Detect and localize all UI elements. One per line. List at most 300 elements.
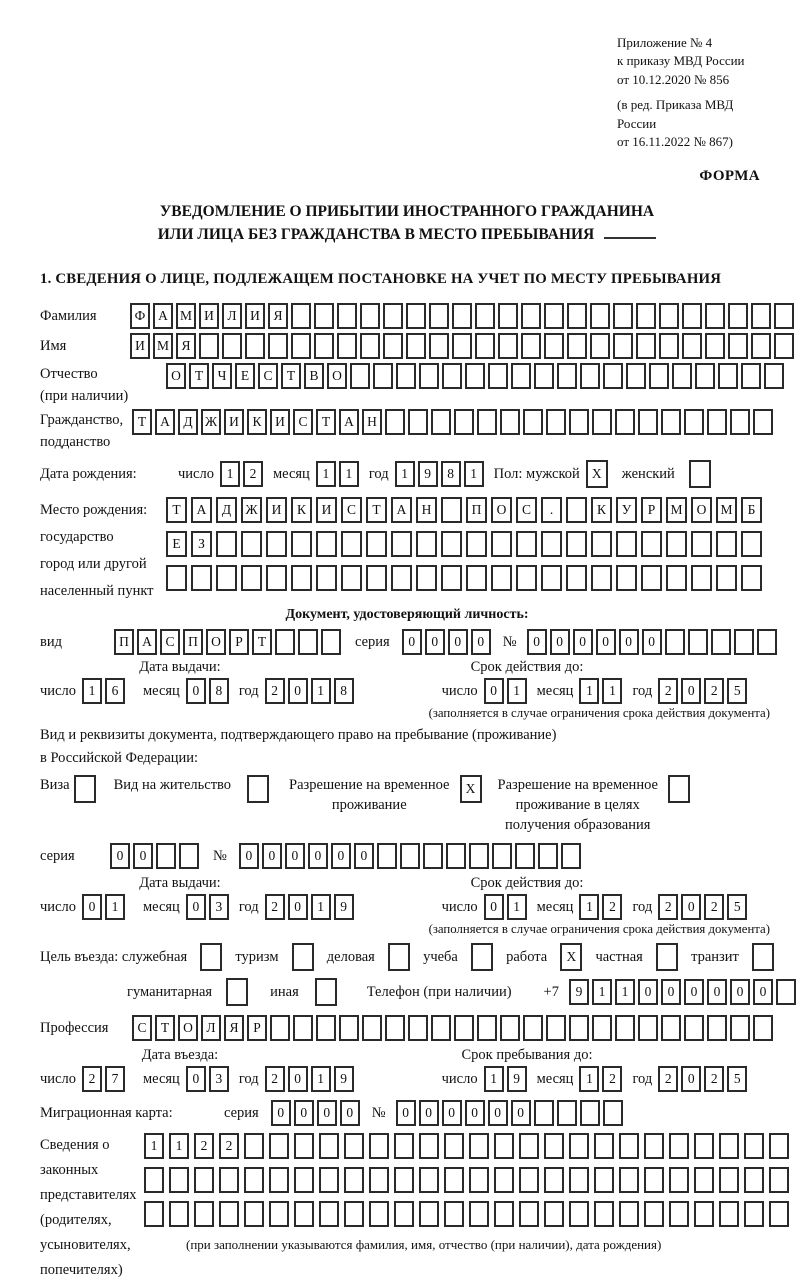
char-cell[interactable]	[293, 1015, 313, 1041]
char-cell[interactable]: 9	[507, 1066, 527, 1092]
char-cell[interactable]	[498, 303, 518, 329]
char-cell[interactable]: О	[491, 497, 512, 523]
char-cell[interactable]	[423, 843, 443, 869]
char-cell[interactable]	[394, 1133, 414, 1159]
char-cell[interactable]	[465, 363, 485, 389]
char-cell[interactable]	[360, 333, 380, 359]
char-cell[interactable]	[682, 303, 702, 329]
char-cell[interactable]	[369, 1167, 389, 1193]
char-cell[interactable]: 1	[395, 461, 415, 487]
char-cell[interactable]	[429, 303, 449, 329]
char-cell[interactable]	[319, 1133, 339, 1159]
char-cell[interactable]	[659, 333, 679, 359]
char-cell[interactable]	[544, 1167, 564, 1193]
char-cell[interactable]	[416, 531, 437, 557]
char-cell[interactable]: 0	[271, 1100, 291, 1126]
char-cell[interactable]: 1	[311, 1066, 331, 1092]
char-cell[interactable]: М	[716, 497, 737, 523]
char-cell[interactable]: X	[586, 460, 608, 488]
char-cell[interactable]	[666, 565, 687, 591]
char-cell[interactable]	[534, 363, 554, 389]
char-cell[interactable]	[641, 531, 662, 557]
char-cell[interactable]: 1	[615, 979, 635, 1005]
char-cell[interactable]	[491, 531, 512, 557]
char-cell[interactable]: Т	[366, 497, 387, 523]
char-cell[interactable]	[219, 1167, 239, 1193]
char-cell[interactable]	[566, 565, 587, 591]
char-cell[interactable]	[544, 1133, 564, 1159]
char-cell[interactable]	[247, 775, 269, 803]
char-cell[interactable]	[269, 1201, 289, 1227]
char-cell[interactable]	[498, 333, 518, 359]
char-cell[interactable]	[615, 1015, 635, 1041]
char-cell[interactable]: 0	[550, 629, 570, 655]
char-cell[interactable]: Р	[641, 497, 662, 523]
char-cell[interactable]	[429, 333, 449, 359]
char-cell[interactable]	[544, 333, 564, 359]
char-cell[interactable]	[344, 1201, 364, 1227]
char-cell[interactable]	[216, 531, 237, 557]
char-cell[interactable]: 0	[425, 629, 445, 655]
char-cell[interactable]	[244, 1167, 264, 1193]
char-cell[interactable]	[431, 1015, 451, 1041]
char-cell[interactable]	[669, 1133, 689, 1159]
char-cell[interactable]	[515, 843, 535, 869]
char-cell[interactable]	[431, 409, 451, 435]
char-cell[interactable]: 2	[82, 1066, 102, 1092]
char-cell[interactable]	[241, 565, 262, 591]
char-cell[interactable]: 1	[339, 461, 359, 487]
char-cell[interactable]	[638, 409, 658, 435]
char-cell[interactable]	[191, 565, 212, 591]
char-cell[interactable]: 7	[105, 1066, 125, 1092]
char-cell[interactable]	[369, 1133, 389, 1159]
char-cell[interactable]	[219, 1201, 239, 1227]
char-cell[interactable]	[166, 565, 187, 591]
char-cell[interactable]	[776, 979, 796, 1005]
char-cell[interactable]: Я	[176, 333, 196, 359]
char-cell[interactable]	[419, 1167, 439, 1193]
char-cell[interactable]: А	[155, 409, 175, 435]
char-cell[interactable]	[741, 565, 762, 591]
char-cell[interactable]	[521, 303, 541, 329]
char-cell[interactable]: 0	[133, 843, 153, 869]
char-cell[interactable]: 0	[186, 1066, 206, 1092]
char-cell[interactable]	[291, 531, 312, 557]
char-cell[interactable]: 1	[144, 1133, 164, 1159]
char-cell[interactable]	[362, 1015, 382, 1041]
char-cell[interactable]	[291, 303, 311, 329]
char-cell[interactable]: З	[191, 531, 212, 557]
char-cell[interactable]	[341, 565, 362, 591]
char-cell[interactable]: 0	[707, 979, 727, 1005]
char-cell[interactable]: X	[560, 943, 582, 971]
char-cell[interactable]	[661, 1015, 681, 1041]
char-cell[interactable]	[644, 1201, 664, 1227]
char-cell[interactable]	[592, 1015, 612, 1041]
char-cell[interactable]	[774, 333, 794, 359]
char-cell[interactable]	[544, 1201, 564, 1227]
char-cell[interactable]	[244, 1201, 264, 1227]
char-cell[interactable]	[200, 943, 222, 971]
char-cell[interactable]	[266, 565, 287, 591]
char-cell[interactable]: Н	[362, 409, 382, 435]
char-cell[interactable]	[613, 303, 633, 329]
char-cell[interactable]	[544, 303, 564, 329]
char-cell[interactable]: О	[327, 363, 347, 389]
char-cell[interactable]	[546, 1015, 566, 1041]
char-cell[interactable]: 1	[169, 1133, 189, 1159]
char-cell[interactable]	[705, 333, 725, 359]
char-cell[interactable]	[74, 775, 96, 803]
char-cell[interactable]	[594, 1167, 614, 1193]
char-cell[interactable]	[744, 1201, 764, 1227]
char-cell[interactable]	[469, 1201, 489, 1227]
char-cell[interactable]: О	[691, 497, 712, 523]
char-cell[interactable]	[491, 565, 512, 591]
char-cell[interactable]: 2	[243, 461, 263, 487]
char-cell[interactable]	[388, 943, 410, 971]
char-cell[interactable]: Т	[132, 409, 152, 435]
char-cell[interactable]: 9	[334, 1066, 354, 1092]
char-cell[interactable]	[294, 1201, 314, 1227]
char-cell[interactable]	[711, 629, 731, 655]
char-cell[interactable]: .	[541, 497, 562, 523]
char-cell[interactable]: Н	[416, 497, 437, 523]
char-cell[interactable]: 5	[727, 678, 747, 704]
char-cell[interactable]: 0	[442, 1100, 462, 1126]
char-cell[interactable]	[291, 333, 311, 359]
char-cell[interactable]	[753, 409, 773, 435]
char-cell[interactable]	[566, 497, 587, 523]
char-cell[interactable]	[344, 1167, 364, 1193]
char-cell[interactable]: 2	[658, 1066, 678, 1092]
char-cell[interactable]: А	[137, 629, 157, 655]
char-cell[interactable]	[636, 303, 656, 329]
char-cell[interactable]: 0	[396, 1100, 416, 1126]
char-cell[interactable]	[366, 531, 387, 557]
char-cell[interactable]	[769, 1133, 789, 1159]
char-cell[interactable]	[705, 303, 725, 329]
char-cell[interactable]: 0	[317, 1100, 337, 1126]
char-cell[interactable]: Я	[268, 303, 288, 329]
char-cell[interactable]: 0	[661, 979, 681, 1005]
char-cell[interactable]	[668, 775, 690, 803]
char-cell[interactable]	[557, 363, 577, 389]
char-cell[interactable]: 1	[316, 461, 336, 487]
char-cell[interactable]: Т	[281, 363, 301, 389]
char-cell[interactable]	[616, 565, 637, 591]
char-cell[interactable]: 1	[579, 894, 599, 920]
char-cell[interactable]	[471, 943, 493, 971]
char-cell[interactable]	[337, 333, 357, 359]
char-cell[interactable]	[641, 565, 662, 591]
char-cell[interactable]: С	[132, 1015, 152, 1041]
char-cell[interactable]: 0	[288, 1066, 308, 1092]
char-cell[interactable]	[567, 303, 587, 329]
char-cell[interactable]: 0	[402, 629, 422, 655]
char-cell[interactable]: 2	[219, 1133, 239, 1159]
char-cell[interactable]	[669, 1201, 689, 1227]
char-cell[interactable]	[314, 333, 334, 359]
char-cell[interactable]: 0	[419, 1100, 439, 1126]
char-cell[interactable]: 0	[331, 843, 351, 869]
char-cell[interactable]	[226, 978, 248, 1006]
char-cell[interactable]	[569, 1015, 589, 1041]
char-cell[interactable]	[406, 303, 426, 329]
char-cell[interactable]	[394, 1167, 414, 1193]
char-cell[interactable]	[752, 943, 774, 971]
char-cell[interactable]	[619, 1167, 639, 1193]
char-cell[interactable]: 0	[684, 979, 704, 1005]
char-cell[interactable]: 2	[265, 1066, 285, 1092]
char-cell[interactable]	[373, 363, 393, 389]
char-cell[interactable]	[569, 1201, 589, 1227]
char-cell[interactable]	[716, 565, 737, 591]
char-cell[interactable]	[764, 363, 784, 389]
char-cell[interactable]	[469, 843, 489, 869]
char-cell[interactable]	[615, 409, 635, 435]
char-cell[interactable]	[516, 565, 537, 591]
char-cell[interactable]: Ч	[212, 363, 232, 389]
char-cell[interactable]	[500, 409, 520, 435]
char-cell[interactable]	[469, 1167, 489, 1193]
char-cell[interactable]	[744, 1167, 764, 1193]
char-cell[interactable]	[216, 565, 237, 591]
char-cell[interactable]: К	[591, 497, 612, 523]
char-cell[interactable]: 0	[573, 629, 593, 655]
char-cell[interactable]: 0	[619, 629, 639, 655]
char-cell[interactable]	[769, 1201, 789, 1227]
char-cell[interactable]	[298, 629, 318, 655]
char-cell[interactable]: О	[178, 1015, 198, 1041]
char-cell[interactable]	[441, 565, 462, 591]
char-cell[interactable]: К	[291, 497, 312, 523]
char-cell[interactable]	[695, 363, 715, 389]
char-cell[interactable]: Д	[216, 497, 237, 523]
char-cell[interactable]	[408, 1015, 428, 1041]
char-cell[interactable]	[245, 333, 265, 359]
char-cell[interactable]	[569, 1133, 589, 1159]
char-cell[interactable]	[644, 1167, 664, 1193]
char-cell[interactable]	[385, 1015, 405, 1041]
char-cell[interactable]	[521, 333, 541, 359]
char-cell[interactable]	[419, 363, 439, 389]
char-cell[interactable]: 1	[105, 894, 125, 920]
char-cell[interactable]	[719, 1167, 739, 1193]
char-cell[interactable]	[222, 333, 242, 359]
char-cell[interactable]	[644, 1133, 664, 1159]
char-cell[interactable]: 2	[704, 678, 724, 704]
char-cell[interactable]: И	[316, 497, 337, 523]
char-cell[interactable]	[391, 531, 412, 557]
char-cell[interactable]: 0	[471, 629, 491, 655]
char-cell[interactable]	[734, 629, 754, 655]
char-cell[interactable]: 2	[704, 894, 724, 920]
char-cell[interactable]	[319, 1201, 339, 1227]
char-cell[interactable]	[269, 1167, 289, 1193]
char-cell[interactable]	[269, 1133, 289, 1159]
char-cell[interactable]	[294, 1167, 314, 1193]
char-cell[interactable]: И	[199, 303, 219, 329]
char-cell[interactable]	[694, 1201, 714, 1227]
char-cell[interactable]	[566, 531, 587, 557]
char-cell[interactable]: 0	[285, 843, 305, 869]
char-cell[interactable]	[649, 363, 669, 389]
char-cell[interactable]	[619, 1201, 639, 1227]
char-cell[interactable]: Ж	[241, 497, 262, 523]
char-cell[interactable]	[689, 460, 711, 488]
char-cell[interactable]	[169, 1167, 189, 1193]
char-cell[interactable]: П	[114, 629, 134, 655]
char-cell[interactable]	[669, 1167, 689, 1193]
char-cell[interactable]: С	[160, 629, 180, 655]
char-cell[interactable]	[366, 565, 387, 591]
char-cell[interactable]: С	[258, 363, 278, 389]
char-cell[interactable]: Л	[201, 1015, 221, 1041]
char-cell[interactable]	[616, 531, 637, 557]
char-cell[interactable]	[337, 303, 357, 329]
char-cell[interactable]: 0	[642, 629, 662, 655]
char-cell[interactable]: 0	[239, 843, 259, 869]
char-cell[interactable]	[691, 531, 712, 557]
char-cell[interactable]	[567, 333, 587, 359]
char-cell[interactable]	[341, 531, 362, 557]
char-cell[interactable]: Л	[222, 303, 242, 329]
char-cell[interactable]: 1	[579, 1066, 599, 1092]
char-cell[interactable]: 6	[105, 678, 125, 704]
char-cell[interactable]	[592, 409, 612, 435]
char-cell[interactable]	[603, 1100, 623, 1126]
char-cell[interactable]: 1	[484, 1066, 504, 1092]
char-cell[interactable]	[494, 1167, 514, 1193]
char-cell[interactable]: А	[153, 303, 173, 329]
char-cell[interactable]	[344, 1133, 364, 1159]
char-cell[interactable]	[391, 565, 412, 591]
char-cell[interactable]	[377, 843, 397, 869]
char-cell[interactable]	[519, 1133, 539, 1159]
char-cell[interactable]	[728, 303, 748, 329]
char-cell[interactable]	[741, 363, 761, 389]
char-cell[interactable]: 0	[288, 894, 308, 920]
char-cell[interactable]: 0	[340, 1100, 360, 1126]
char-cell[interactable]: 0	[294, 1100, 314, 1126]
char-cell[interactable]	[718, 363, 738, 389]
char-cell[interactable]: 0	[308, 843, 328, 869]
char-cell[interactable]	[569, 1167, 589, 1193]
char-cell[interactable]: И	[130, 333, 150, 359]
char-cell[interactable]	[591, 565, 612, 591]
char-cell[interactable]	[682, 333, 702, 359]
char-cell[interactable]: С	[293, 409, 313, 435]
char-cell[interactable]	[719, 1201, 739, 1227]
char-cell[interactable]	[561, 843, 581, 869]
char-cell[interactable]	[613, 333, 633, 359]
char-cell[interactable]: И	[245, 303, 265, 329]
char-cell[interactable]	[753, 1015, 773, 1041]
char-cell[interactable]	[291, 565, 312, 591]
char-cell[interactable]	[546, 409, 566, 435]
char-cell[interactable]	[266, 531, 287, 557]
char-cell[interactable]	[194, 1167, 214, 1193]
char-cell[interactable]	[406, 333, 426, 359]
char-cell[interactable]: 9	[418, 461, 438, 487]
char-cell[interactable]: 1	[311, 678, 331, 704]
char-cell[interactable]: 0	[681, 1066, 701, 1092]
char-cell[interactable]	[603, 363, 623, 389]
char-cell[interactable]	[638, 1015, 658, 1041]
char-cell[interactable]	[488, 363, 508, 389]
char-cell[interactable]	[144, 1167, 164, 1193]
char-cell[interactable]	[350, 363, 370, 389]
char-cell[interactable]	[594, 1133, 614, 1159]
char-cell[interactable]	[774, 303, 794, 329]
char-cell[interactable]	[707, 1015, 727, 1041]
char-cell[interactable]	[591, 531, 612, 557]
char-cell[interactable]: Я	[224, 1015, 244, 1041]
char-cell[interactable]: Т	[166, 497, 187, 523]
char-cell[interactable]	[519, 1167, 539, 1193]
char-cell[interactable]	[469, 1133, 489, 1159]
char-cell[interactable]	[169, 1201, 189, 1227]
char-cell[interactable]	[719, 1133, 739, 1159]
char-cell[interactable]: С	[516, 497, 537, 523]
char-cell[interactable]	[385, 409, 405, 435]
char-cell[interactable]	[441, 531, 462, 557]
char-cell[interactable]	[580, 363, 600, 389]
char-cell[interactable]	[383, 333, 403, 359]
char-cell[interactable]: Д	[178, 409, 198, 435]
char-cell[interactable]: У	[616, 497, 637, 523]
char-cell[interactable]	[419, 1133, 439, 1159]
char-cell[interactable]	[268, 333, 288, 359]
char-cell[interactable]	[636, 333, 656, 359]
char-cell[interactable]	[321, 629, 341, 655]
char-cell[interactable]: 5	[727, 894, 747, 920]
char-cell[interactable]: 0	[730, 979, 750, 1005]
char-cell[interactable]: 0	[288, 678, 308, 704]
char-cell[interactable]: 0	[186, 678, 206, 704]
char-cell[interactable]: X	[460, 775, 482, 803]
char-cell[interactable]: 5	[727, 1066, 747, 1092]
char-cell[interactable]	[523, 1015, 543, 1041]
char-cell[interactable]	[500, 1015, 520, 1041]
char-cell[interactable]	[516, 531, 537, 557]
char-cell[interactable]: 0	[527, 629, 547, 655]
char-cell[interactable]	[444, 1201, 464, 1227]
char-cell[interactable]	[383, 303, 403, 329]
char-cell[interactable]	[244, 1133, 264, 1159]
char-cell[interactable]	[452, 303, 472, 329]
char-cell[interactable]: 3	[209, 894, 229, 920]
char-cell[interactable]: Е	[166, 531, 187, 557]
char-cell[interactable]	[665, 629, 685, 655]
char-cell[interactable]	[454, 409, 474, 435]
char-cell[interactable]	[475, 333, 495, 359]
char-cell[interactable]	[580, 1100, 600, 1126]
char-cell[interactable]: Е	[235, 363, 255, 389]
char-cell[interactable]	[626, 363, 646, 389]
char-cell[interactable]: 1	[507, 678, 527, 704]
char-cell[interactable]	[199, 333, 219, 359]
char-cell[interactable]	[511, 363, 531, 389]
char-cell[interactable]: 9	[334, 894, 354, 920]
char-cell[interactable]	[396, 363, 416, 389]
char-cell[interactable]	[751, 303, 771, 329]
char-cell[interactable]	[691, 565, 712, 591]
char-cell[interactable]	[294, 1133, 314, 1159]
char-cell[interactable]	[314, 303, 334, 329]
